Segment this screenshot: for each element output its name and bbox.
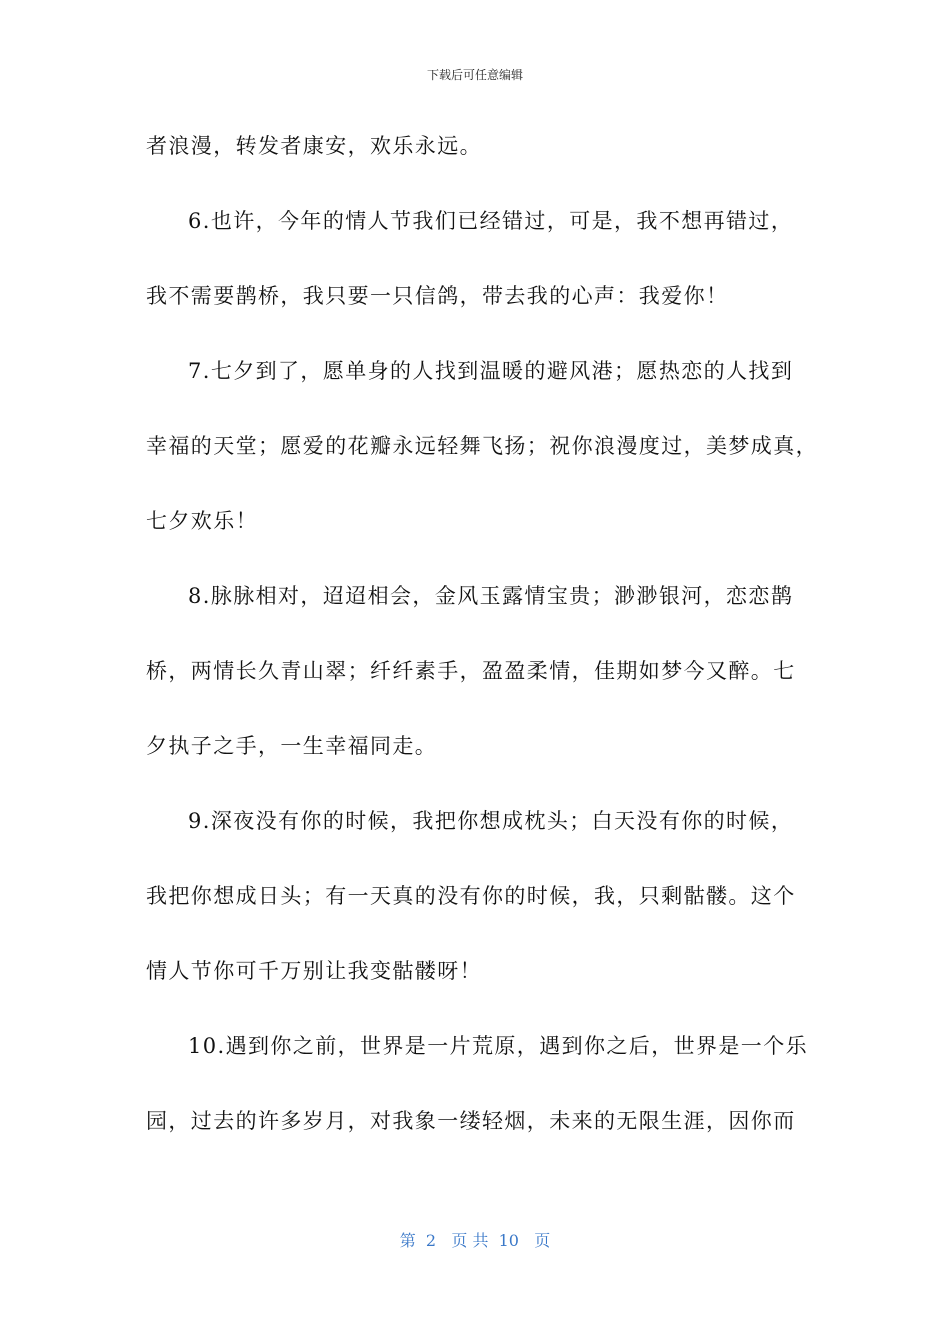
paragraph-line: 我把你想成日头；有一天真的没有你的时候，我，只剩骷髅。这个 [146, 884, 796, 908]
paragraph-gap [146, 320, 806, 347]
document-body [146, 122, 818, 1145]
page-number-footer: 第 2 页 共 10 页 [399, 1231, 551, 1250]
paragraph-gap [146, 845, 806, 872]
paragraph-line: 8.脉脉相对，迢迢相会，金风玉露情宝贵；渺渺银河，恋恋鹊 [188, 584, 794, 608]
paragraph-gap [146, 170, 806, 197]
paragraph-gap [146, 1070, 806, 1097]
paragraph-gap [146, 695, 806, 722]
paragraph-line: 桥，两情长久青山翠；纤纤素手，盈盈柔情，佳期如梦今又醉。七 [146, 659, 796, 683]
paragraph-gap [146, 995, 806, 1022]
paragraph-line: 我不需要鹊桥，我只要一只信鸽，带去我的心声：我爱你！ [146, 284, 729, 308]
paragraph-line: 夕执子之手，一生幸福同走。 [146, 734, 438, 758]
paragraph-line: 6.也许，今年的情人节我们已经错过，可是，我不想再错过， [188, 209, 794, 233]
paragraph-line: 七夕欢乐！ [146, 509, 258, 533]
page-header: 下载后可任意编辑 [426, 68, 523, 82]
paragraph-gap [146, 245, 806, 272]
paragraph-line: 者浪漫，转发者康安，欢乐永远。 [146, 134, 482, 158]
paragraph-gap [146, 545, 806, 572]
paragraph-line: 情人节你可千万别让我变骷髅呀！ [146, 959, 482, 983]
paragraph-line: 10.遇到你之前，世界是一片荒原，遇到你之后，世界是一个乐 [188, 1034, 808, 1058]
paragraph-gap [146, 920, 806, 947]
paragraph-line: 园，过去的许多岁月，对我象一缕轻烟，未来的无限生涯，因你而 [146, 1109, 796, 1133]
paragraph-line: 9.深夜没有你的时候，我把你想成枕头；白天没有你的时候， [188, 809, 794, 833]
paragraph-line: 7.七夕到了，愿单身的人找到温暖的避风港；愿热恋的人找到 [188, 359, 794, 383]
paragraph-line: 幸福的天堂；愿爱的花瓣永远轻舞飞扬；祝你浪漫度过，美梦成真， [146, 434, 818, 458]
paragraph-gap [146, 620, 806, 647]
paragraph-gap [146, 395, 806, 422]
paragraph-gap [146, 770, 806, 797]
paragraph-gap [146, 470, 806, 497]
